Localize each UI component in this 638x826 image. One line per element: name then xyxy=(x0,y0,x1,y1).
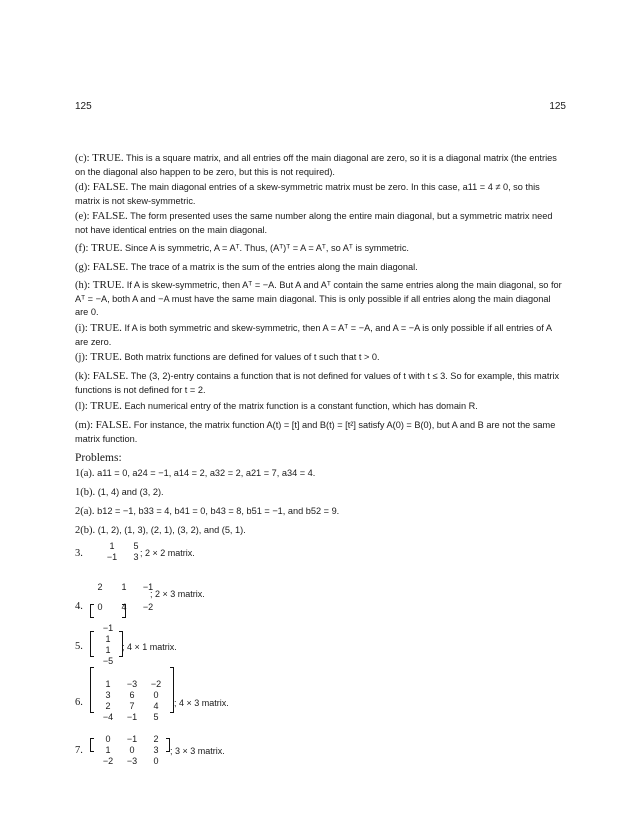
matrix-cell: 3 xyxy=(153,745,159,755)
matrix-cell: −5 xyxy=(102,656,114,666)
answer-tag: (f): xyxy=(75,243,89,254)
answer-i xyxy=(75,322,565,349)
answer-tag: (i): xyxy=(75,323,88,334)
answer-text: The main diagonal entries of a skew-symmetric matrix must be zero. In this case, a11 = 4 ≠ 0, so this matrix is not skew-symmetric. xyxy=(75,182,540,206)
answer-verdict: TRUE. xyxy=(92,152,124,164)
problems-heading: Problems: xyxy=(75,452,122,464)
matrix-cell: 0 xyxy=(105,734,111,744)
left-bracket xyxy=(90,667,94,713)
answer-text: The trace of a matrix is the sum of the entries along the main diagonal. xyxy=(130,262,418,272)
answer-tag: (m): xyxy=(75,420,94,431)
answer-verdict: TRUE. xyxy=(90,322,122,334)
matrix-cell: −1 xyxy=(106,552,118,562)
answer-m xyxy=(75,419,565,446)
problem-number: 2(b). xyxy=(75,525,96,536)
answer-verdict: TRUE. xyxy=(90,400,122,412)
problem-text: a11 = 0, a24 = −1, a14 = 2, a32 = 2, a21 = 7, a34 = 4. xyxy=(97,468,316,478)
matrix-5 xyxy=(96,623,120,667)
matrix-cell: 4 xyxy=(153,701,159,711)
matrix-row xyxy=(96,679,168,690)
matrix-row xyxy=(96,634,120,645)
page-number-right: 125 xyxy=(549,101,566,112)
matrix-cell: −2 xyxy=(150,679,162,689)
problem-1b xyxy=(75,486,164,499)
problem-number: 1(b). xyxy=(75,487,96,498)
matrix-6 xyxy=(96,679,168,723)
problem-text: (1, 4) and (3, 2). xyxy=(97,487,164,497)
matrix-cell: 0 xyxy=(97,602,103,612)
answer-text: For instance, the matrix function A(t) = [t] and B(t) = [t²] satisfy A(0) = B(0), but A and B are not the same matrix function. xyxy=(75,420,556,444)
matrix-row xyxy=(96,690,168,701)
answer-f xyxy=(75,242,565,256)
matrix-row xyxy=(96,645,120,656)
problem-3-note: ; 2 × 2 matrix. xyxy=(140,548,195,558)
answer-tag: (e): xyxy=(75,211,90,222)
matrix-cell: −1 xyxy=(142,582,154,592)
problem-7-note: ; 3 × 3 matrix. xyxy=(170,746,225,756)
problem-4-note: ; 2 × 3 matrix. xyxy=(150,589,205,599)
matrix-cell: −1 xyxy=(102,623,114,633)
answer-text: The (3, 2)-entry contains a function that is not defined for values of t with t ≤ 3. So for example, this matrix functions is not defined for t = 2. xyxy=(75,371,560,395)
matrix-cell: −2 xyxy=(102,756,114,766)
matrix-cell: 1 xyxy=(105,645,111,655)
problem-3-number: 3. xyxy=(75,548,83,559)
left-bracket xyxy=(90,738,94,752)
matrix-cell: 1 xyxy=(105,634,111,644)
answer-c xyxy=(75,152,565,179)
problem-text: b12 = −1, b33 = 4, b41 = 0, b43 = 8, b51 = −1, and b52 = 9. xyxy=(97,506,340,516)
matrix-cell: −2 xyxy=(142,602,154,612)
answer-tag: (k): xyxy=(75,371,91,382)
matrix-row xyxy=(96,734,168,745)
answer-text: If A is skew-symmetric, then Aᵀ = −A. But A and Aᵀ contain the same entries along the main diagonal, so for Aᵀ = −A, both A and −A must have the same main diagonal. This is only possible if all entries along the main diagonal are 0. xyxy=(75,280,562,317)
matrix-cell: 0 xyxy=(153,690,159,700)
matrix-cell: 0 xyxy=(129,745,135,755)
problem-5-number: 5. xyxy=(75,641,83,652)
matrix-row xyxy=(96,701,168,712)
matrix-cell: 4 xyxy=(121,602,127,612)
matrix-cell: −1 xyxy=(126,734,138,744)
answer-tag: (h): xyxy=(75,280,91,291)
matrix-cell: 1 xyxy=(105,745,111,755)
problem-6-note: ; 4 × 3 matrix. xyxy=(174,698,229,708)
right-bracket xyxy=(122,604,126,618)
matrix-cell: 1 xyxy=(121,582,127,592)
matrix-cell: 2 xyxy=(97,582,103,592)
answer-text: The form presented uses the same number along the entire main diagonal, but a symmetric matrix need not have identical entries on the main diagonal. xyxy=(75,211,553,235)
answer-j xyxy=(75,351,565,365)
problem-2b xyxy=(75,524,246,537)
answer-verdict: FALSE. xyxy=(95,419,132,431)
answer-d xyxy=(75,181,565,208)
answer-g xyxy=(75,261,565,275)
matrix-row xyxy=(96,656,120,667)
answer-tag: (g): xyxy=(75,262,91,273)
matrix-row xyxy=(96,756,168,767)
matrix-cell: 3 xyxy=(133,552,139,562)
matrix-cell: 7 xyxy=(129,701,135,711)
answer-verdict: FALSE. xyxy=(92,370,129,382)
matrix-cell: 5 xyxy=(133,541,139,551)
matrix-cell: 2 xyxy=(153,734,159,744)
matrix-cell: −3 xyxy=(126,679,138,689)
matrix-cell: 1 xyxy=(105,679,111,689)
answer-verdict: TRUE. xyxy=(90,351,122,363)
problem-text: (1, 2), (1, 3), (2, 1), (3, 2), and (5, 1). xyxy=(97,525,246,535)
matrix-row xyxy=(96,745,168,756)
problem-4-number: 4. xyxy=(75,601,83,612)
problem-5-note: ; 4 × 1 matrix. xyxy=(122,642,177,652)
left-bracket xyxy=(90,631,94,657)
answer-tag: (l): xyxy=(75,401,88,412)
answer-e xyxy=(75,210,565,237)
answer-verdict: TRUE. xyxy=(92,279,125,291)
answer-verdict: FALSE. xyxy=(92,181,129,193)
answer-text: If A is both symmetric and skew-symmetric, then A = Aᵀ = −A, and A = −A is only possible if all entries of A are zero. xyxy=(75,323,552,347)
matrix-cell: −4 xyxy=(102,712,114,722)
matrix-cell: 5 xyxy=(153,712,159,722)
left-bracket xyxy=(90,604,94,618)
answer-l xyxy=(75,400,565,414)
matrix-cell: 0 xyxy=(153,756,159,766)
page-number-left: 125 xyxy=(75,101,92,112)
matrix-cell: 6 xyxy=(129,690,135,700)
answer-text: Since A is symmetric, A = Aᵀ. Thus, (Aᵀ)ᵀ = A = Aᵀ, so Aᵀ is symmetric. xyxy=(125,243,409,253)
answer-text: This is a square matrix, and all entries off the main diagonal are zero, so it is a diagonal matrix (the entries on the diagonal also happen to be zero, but this is not required). xyxy=(75,153,557,177)
answer-verdict: TRUE. xyxy=(90,242,123,254)
problem-7-number: 7. xyxy=(75,745,83,756)
matrix-cell: −3 xyxy=(126,756,138,766)
answer-text: Each numerical entry of the matrix function is a constant function, which has domain R. xyxy=(124,401,478,411)
answer-tag: (c): xyxy=(75,153,90,164)
matrix-cell: 2 xyxy=(105,701,111,711)
answer-text: Both matrix functions are defined for values of t such that t > 0. xyxy=(124,352,380,362)
matrix-row xyxy=(96,712,168,723)
problem-1a xyxy=(75,467,315,480)
matrix-row xyxy=(96,623,120,634)
problem-2a xyxy=(75,505,339,518)
problem-number: 2(a). xyxy=(75,506,95,517)
answer-h xyxy=(75,279,565,320)
answer-verdict: FALSE. xyxy=(92,261,129,273)
matrix-cell: 3 xyxy=(105,690,111,700)
answer-k xyxy=(75,370,565,397)
answer-verdict: FALSE. xyxy=(92,210,128,222)
problem-number: 1(a). xyxy=(75,468,95,479)
matrix-cell: −1 xyxy=(126,712,138,722)
problem-6-number: 6. xyxy=(75,697,83,708)
answer-tag: (d): xyxy=(75,182,91,193)
matrix-cell: 1 xyxy=(109,541,115,551)
answer-tag: (j): xyxy=(75,352,88,363)
matrix-7 xyxy=(96,734,168,767)
